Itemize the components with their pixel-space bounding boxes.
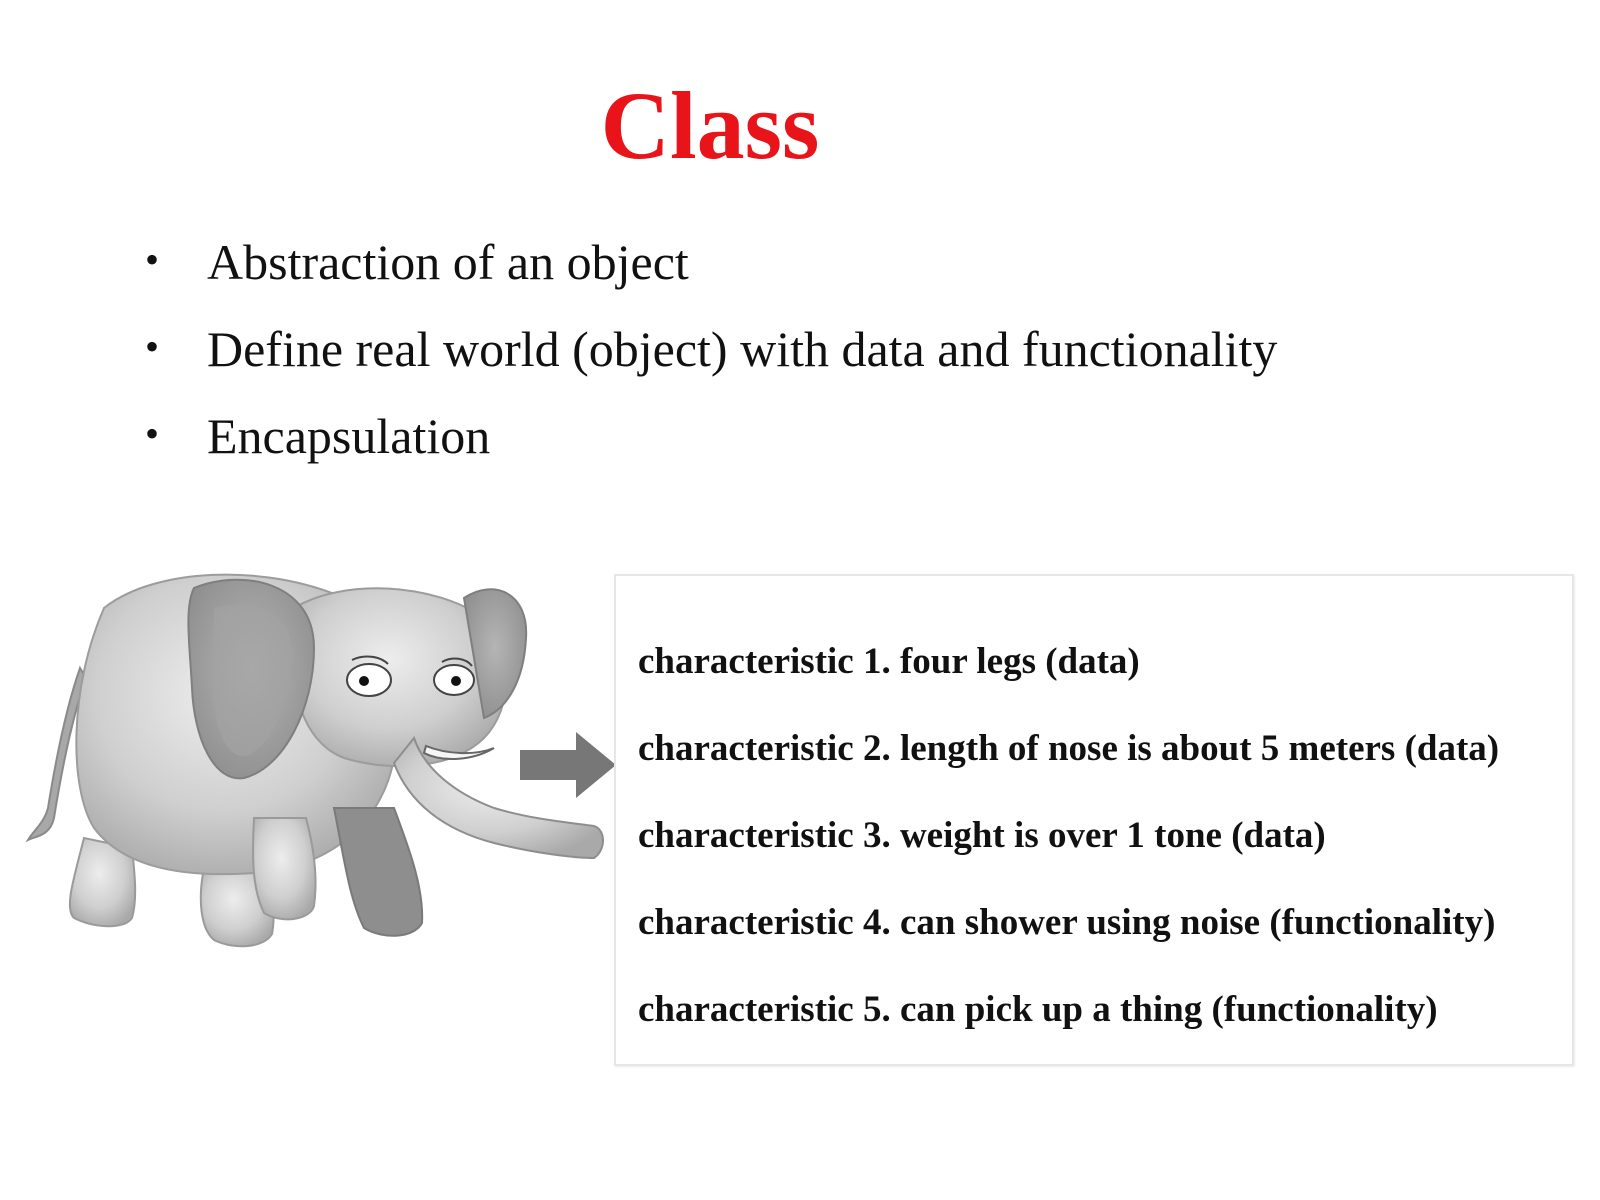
bullet-item <box>145 406 1277 493</box>
characteristic-item: characteristic 2. length of nose is about 5 meters (data) <box>638 728 1500 769</box>
bullet-item <box>145 319 1277 406</box>
bullet-text: Define real world (object) with data and functionality <box>207 321 1278 377</box>
bullet-text: Encapsulation <box>207 408 491 464</box>
bullet-text: Abstraction of an object <box>207 234 689 290</box>
bullet-item <box>145 232 1277 319</box>
characteristics-box <box>614 574 1574 1066</box>
right-arrow-icon <box>520 732 616 798</box>
bullet-icon: • <box>145 324 160 369</box>
bullet-icon: • <box>145 411 160 456</box>
bullet-list <box>145 232 1277 493</box>
bullet-icon: • <box>145 237 160 282</box>
characteristic-item: characteristic 5. can pick up a thing (functionality) <box>638 989 1438 1030</box>
slide-title: Class <box>600 72 820 179</box>
characteristics-list <box>638 642 1499 1077</box>
characteristic-item: characteristic 3. weight is over 1 tone (data) <box>638 815 1326 856</box>
characteristic-item: characteristic 4. can shower using noise (functionality) <box>638 902 1496 943</box>
characteristic-item: characteristic 1. four legs (data) <box>638 641 1140 682</box>
